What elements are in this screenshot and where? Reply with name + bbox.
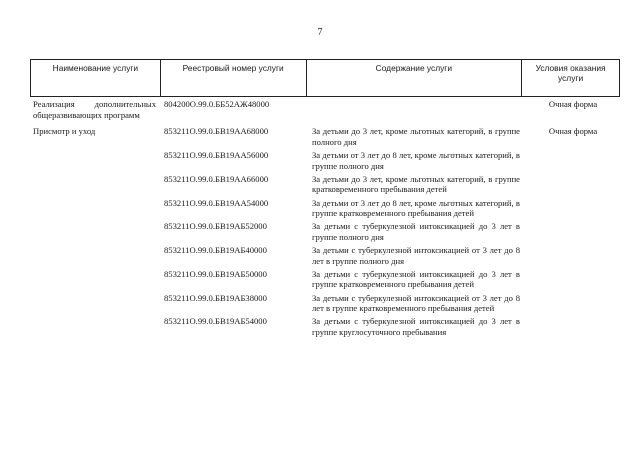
registry-code: 853211О.99.0.БВ19АА68000 [164, 126, 269, 137]
registry-code: 853211О.99.0.БВ19АА54000 [164, 197, 269, 208]
list-item [160, 198, 526, 219]
header-conditions: Условия оказания услуги [522, 60, 620, 96]
service-content: За детьми с туберкулезной интоксикацией от 3 лет до 8 лет в группе кратковременного пребывания детей [312, 292, 520, 314]
service-content: За детьми от 3 лет до 8 лет, кроме льготных категорий, в группе кратковременного пребывания детей [312, 197, 520, 219]
service-name: Реализация дополнительных общеразвивающих программ [33, 99, 156, 120]
list-item [160, 269, 526, 290]
registry-code: 853211О.99.0.БВ19АБ50000 [164, 268, 267, 279]
table-row [30, 126, 620, 340]
registry-code: 853211О.99.0.БВ19АБ40000 [164, 245, 267, 256]
page-number: 7 [317, 27, 323, 38]
list-item [160, 126, 526, 147]
service-content: За детьми с туберкулезной интоксикацией до 3 лет в группе круглосуточного пребывания [312, 316, 520, 338]
header-registry: Реестровый номер услуги [161, 60, 307, 96]
service-content: За детьми с туберкулезной интоксикацией до 3 лет в группе кратковременного пребывания детей [312, 268, 520, 290]
service-content: За детьми с туберкулезной интоксикацией до 3 лет в группе полного дня [312, 221, 520, 242]
registry-code: 804200О.99.0.ББ52АЖ48000 [164, 99, 270, 109]
service-content: За детьми до 3 лет, кроме льготных категорий, в группе полного дня [312, 126, 520, 147]
table-row [30, 99, 620, 120]
registry-code: 853211О.99.0.БВ19АБ52000 [164, 221, 267, 232]
list-item [160, 150, 526, 171]
list-item [160, 316, 526, 337]
service-condition: Очная форма [548, 126, 598, 137]
registry-code: 853211О.99.0.БВ19АБ38000 [164, 292, 267, 303]
service-content [306, 99, 526, 120]
table-body [30, 99, 620, 340]
list-item [160, 221, 526, 242]
table-header [30, 59, 620, 97]
list-item [160, 245, 526, 266]
service-content: За детьми с туберкулезной интоксикацией от 3 лет до 8 лет в группе полного дня [312, 245, 520, 266]
registry-code: 853211О.99.0.БВ19АА66000 [164, 173, 269, 184]
service-content: За детьми от 3 лет до 8 лет, кроме льготных категорий, в группе полного дня [312, 149, 520, 171]
registry-code: 853211О.99.0.БВ19АА56000 [164, 149, 269, 160]
service-condition: Очная форма [548, 99, 598, 109]
sub-entries [160, 126, 526, 340]
list-item [160, 174, 526, 195]
service-content: За детьми до 3 лет, кроме льготных категорий, в группе кратковременного пребывания детей [312, 173, 520, 195]
header-name: Наименование услуги [31, 60, 161, 96]
header-content: Содержание услуги [307, 60, 523, 96]
registry-code: 853211О.99.0.БВ19АБ54000 [164, 316, 267, 327]
service-name: Присмотр и уход [33, 126, 96, 137]
list-item [160, 293, 526, 314]
